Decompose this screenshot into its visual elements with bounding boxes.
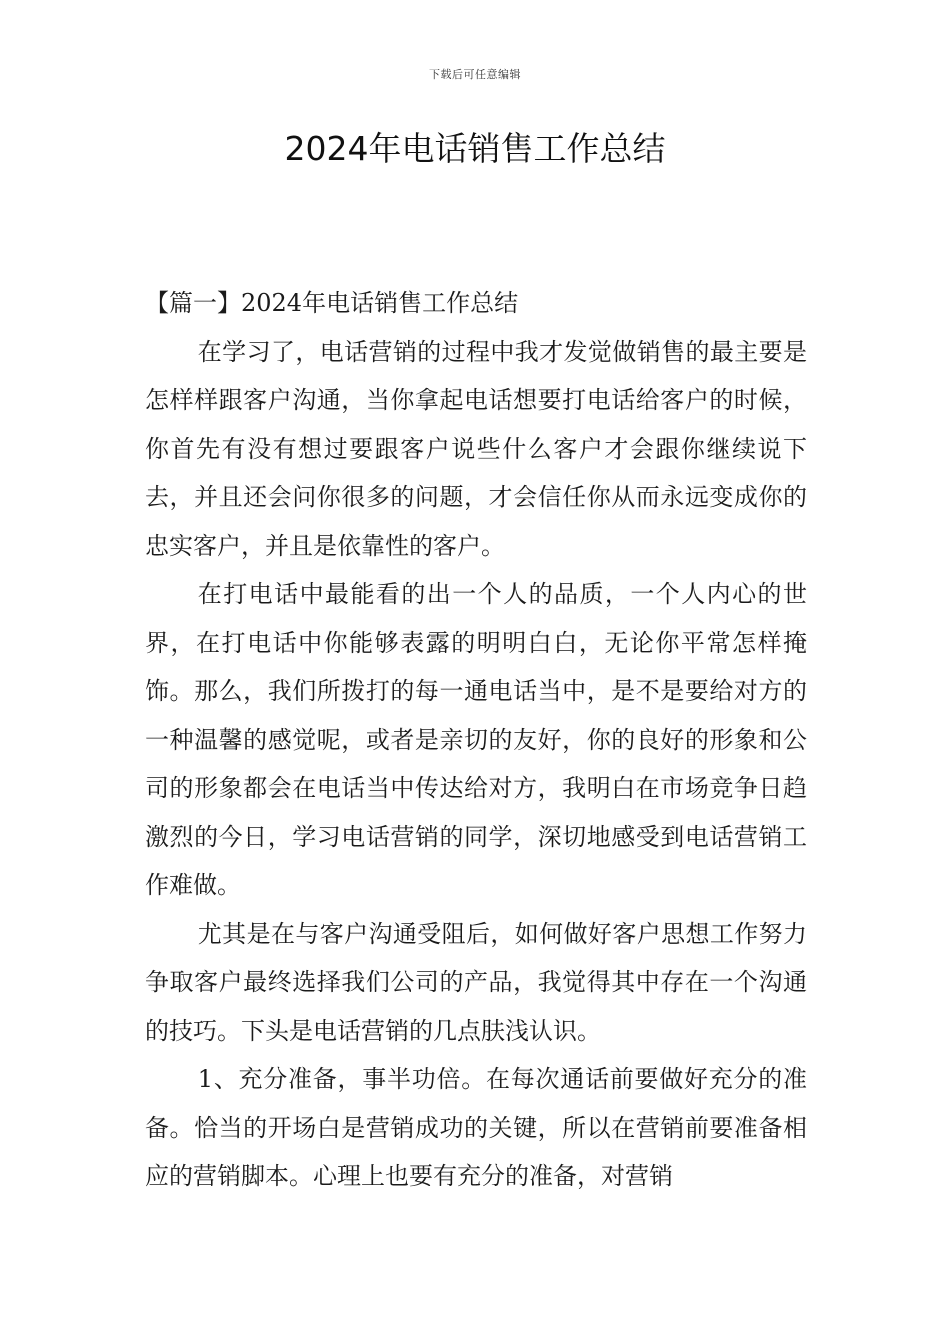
document-body (145, 279, 807, 1201)
page-header-note: 下载后可任意编辑 (429, 68, 521, 81)
section-heading: 【篇一】2024年电话销售工作总结 (145, 289, 519, 317)
body-paragraph-1: 在学习了，电话营销的过程中我才发觉做销售的最主要是怎样样跟客户沟通，当你拿起电话想要打电话给客户的时候，你首先有没有想过要跟客户说些什么客户才会跟你继续说下去，并且还会问你很多的问题，才会信任你从而永远变成你的忠实客户，并且是依靠性的客户。 (145, 337, 807, 560)
body-paragraph-4: 1、充分准备，事半功倍。在每次通话前要做好充分的准备。恰当的开场白是营销成功的关键，所以在营销前要准备相应的营销脚本。心理上也要有充分的准备，对营销 (145, 1065, 807, 1190)
body-paragraph-3: 尤其是在与客户沟通受阻后，如何做好客户思想工作努力争取客户最终选择我们公司的产品，我觉得其中存在一个沟通的技巧。下头是电话营销的几点肤浅认识。 (145, 919, 807, 1045)
document-title: 2024年电话销售工作总结 (284, 129, 666, 168)
body-paragraph-2: 在打电话中最能看的出一个人的品质，一个人内心的世界，在打电话中你能够表露的明明白白，无论你平常怎样掩饰。那么，我们所拨打的每一通电话当中，是不是要给对方的一种温馨的感觉呢，或者是亲切的友好，你的良好的形象和公司的形象都会在电话当中传达给对方，我明白在市场竞争日趋激烈的今日，学习电话营销的同学，深切地感受到电话营销工作难做。 (145, 580, 807, 899)
